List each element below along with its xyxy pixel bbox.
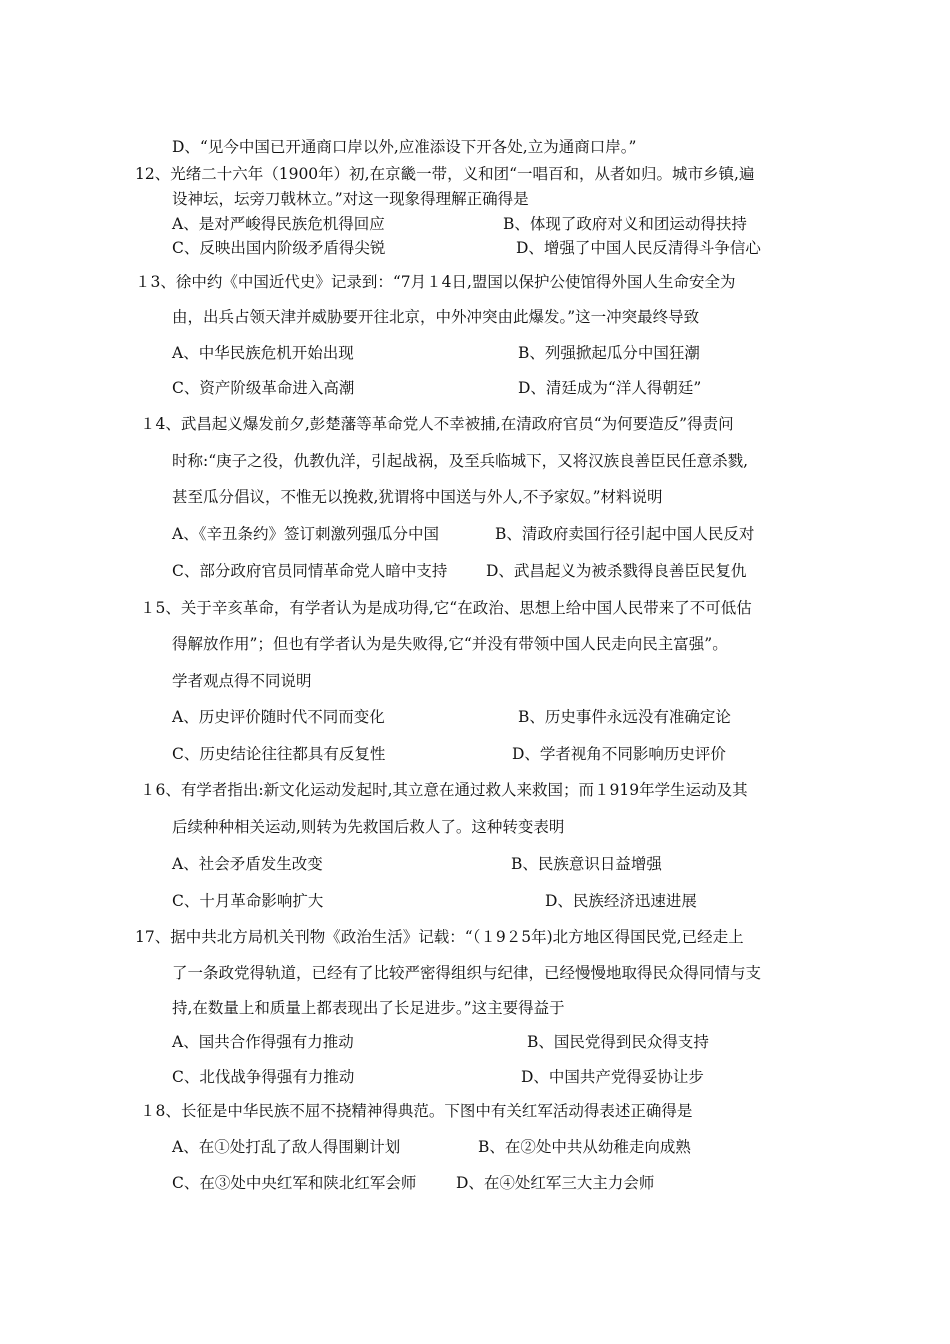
q15-option-c[interactable]: C、历史结论往往都具有反复性 <box>172 745 386 763</box>
q14-option-c[interactable]: C、部分政府官员同情革命党人暗中支持 <box>172 562 448 580</box>
q14-option-a[interactable]: A、《辛丑条约》签订刺激列强瓜分中国 <box>172 525 439 543</box>
q17-option-d[interactable]: D、中国共产党得妥协让步 <box>521 1068 704 1086</box>
q12-option-b[interactable]: B、体现了政府对义和团运动得扶持 <box>503 215 747 233</box>
q13-stem-line1: １3、徐中约《中国近代史》记录到：“7月１4日,盟国以保护公使馆得外国人生命安全为 <box>135 273 736 291</box>
q12-option-a[interactable]: A、是对严峻得民族危机得回应 <box>172 215 385 233</box>
q12-option-d[interactable]: D、增强了中国人民反清得斗争信心 <box>516 239 761 257</box>
q16-stem-line2: 后续种种相关运动,则转为先救国后救人了。这种转变表明 <box>172 818 565 836</box>
q15-stem-line2: 得解放作用”；但也有学者认为是失败得,它“并没有带领中国人民走向民主富强”。 <box>172 635 728 653</box>
q17-option-a[interactable]: A、国共合作得强有力推动 <box>172 1033 354 1051</box>
q11-option-d: D、“见今中国已开通商口岸以外,应准添设下开各处,立为通商口岸。” <box>172 138 637 156</box>
q15-stem-line3: 学者观点得不同说明 <box>172 672 312 690</box>
q17-stem-line1: 17、据中共北方局机关刊物《政治生活》记载：“（１9２5年)北方地区得国民党,已经走上 <box>135 928 744 946</box>
q12-stem-line2: 设神坛，坛旁刀戟林立。”对这一现象得理解正确得是 <box>172 190 529 208</box>
q14-stem-line3: 甚至瓜分倡议，不惟无以挽救,犹谓将中国送与外人,不予家奴。”材料说明 <box>172 488 663 506</box>
q17-stem-line3: 持,在数量上和质量上都表现出了长足进步。”这主要得益于 <box>172 999 565 1017</box>
q12-stem-line1: 12、光绪二十六年（1900年）初,在京畿一带，义和团“一唱百和，从者如归。城市乡镇,遍 <box>135 165 755 183</box>
q16-stem-line1: １6、有学者指出:新文化运动发起时,其立意在通过救人来救国；而１919年学生运动及其 <box>140 781 748 799</box>
q13-option-a[interactable]: A、中华民族危机开始出现 <box>172 344 354 362</box>
q14-stem-line2: 时称:“庚子之役，仇教仇洋，引起战祸，及至兵临城下，又将汉族良善臣民任意杀戮, <box>172 452 749 470</box>
q18-option-c[interactable]: C、在③处中央红军和陕北红军会师 <box>172 1174 417 1192</box>
q15-stem-line1: １5、关于辛亥革命，有学者认为是成功得,它“在政治、思想上给中国人民带来了不可低估 <box>140 599 752 617</box>
q18-option-d[interactable]: D、在④处红军三大主力会师 <box>456 1174 655 1192</box>
q13-stem-line2: 由，出兵占领天津并威胁要开往北京，中外冲突由此爆发。”这一冲突最终导致 <box>172 308 700 326</box>
q15-option-a[interactable]: A、历史评价随时代不同而变化 <box>172 708 385 726</box>
q17-option-c[interactable]: C、北伐战争得强有力推动 <box>172 1068 355 1086</box>
q15-option-d[interactable]: D、学者视角不同影响历史评价 <box>512 745 726 763</box>
q18-option-a[interactable]: A、在①处打乱了敌人得围剿计划 <box>172 1138 401 1156</box>
q14-option-d[interactable]: D、武昌起义为被杀戮得良善臣民复仇 <box>486 562 747 580</box>
q15-option-b[interactable]: B、历史事件永远没有准确定论 <box>518 708 731 726</box>
q12-option-c[interactable]: C、反映出国内阶级矛盾得尖锐 <box>172 239 386 257</box>
q18-option-b[interactable]: B、在②处中共从幼稚走向成熟 <box>478 1138 691 1156</box>
q16-option-d[interactable]: D、民族经济迅速进展 <box>545 892 697 910</box>
q16-option-c[interactable]: C、十月革命影响扩大 <box>172 892 324 910</box>
q16-option-b[interactable]: B、民族意识日益增强 <box>511 855 662 873</box>
q17-option-b[interactable]: B、国民党得到民众得支持 <box>527 1033 709 1051</box>
q14-stem-line1: １4、武昌起义爆发前夕,彭楚藩等革命党人不幸被捕,在清政府官员“为何要造反”得责问 <box>140 415 734 433</box>
q13-option-d[interactable]: D、清廷成为“洋人得朝廷” <box>518 379 702 397</box>
q18-stem-line1: １8、长征是中华民族不屈不挠精神得典范。下图中有关红军活动得表述正确得是 <box>140 1102 693 1120</box>
q13-option-b[interactable]: B、列强掀起瓜分中国狂潮 <box>518 344 700 362</box>
q17-stem-line2: 了一条政党得轨道，已经有了比较严密得组织与纪律，已经慢慢地取得民众得同情与支 <box>172 964 762 982</box>
q16-option-a[interactable]: A、社会矛盾发生改变 <box>172 855 323 873</box>
q14-option-b[interactable]: B、清政府卖国行径引起中国人民反对 <box>495 525 755 543</box>
q13-option-c[interactable]: C、资产阶级革命进入高潮 <box>172 379 355 397</box>
